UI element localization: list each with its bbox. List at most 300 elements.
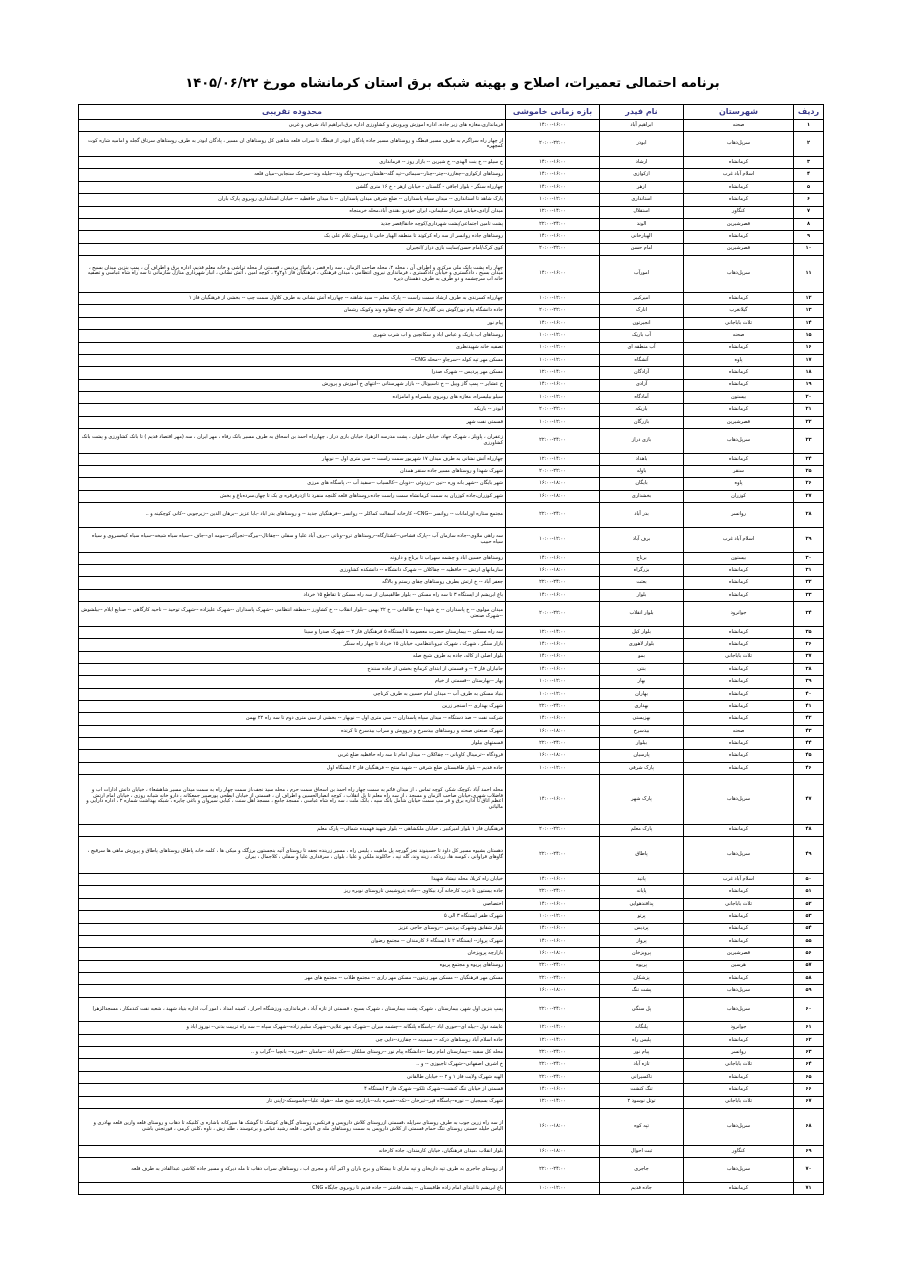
area-cell: سازمانهای ارتش -- حافظیه -- چقاکلان -- شهرک دانشگاه -- دانشکده کشاورزی	[79, 565, 506, 577]
area-cell: بلوار شقایق وشهرک پردیس --روستای حاجی عزیز	[79, 923, 506, 935]
area-cell: مسکن مهر فرهنگیان -- مسکن مهر زیتون-- مسکن مهر رازی -- مجتمع طلاب -- مجتمع های مهر	[79, 972, 506, 984]
city-cell: قصرشیرین	[684, 243, 794, 255]
time-cell: ۱۶:۰۰-۱۸:۰۰	[506, 565, 600, 577]
row-number: ۲۷	[794, 490, 824, 502]
table-header-row	[79, 105, 824, 120]
area-cell: بنیاد مسکن به طرف آب -- میدان امام حسین به طرف کرناچی	[79, 688, 506, 700]
area-cell: شرکت نفت -- صد دستگاه -- میدان سپاه پاسداران -- سی متری اول -- نوبهار -- بخشی از سی متری دوم تا سه راه ۲۲ بهمن	[79, 713, 506, 725]
time-cell: ۱۴:۰۰-۱۶:۰۰	[506, 552, 600, 564]
feeder-cell: ابوذر	[600, 132, 684, 157]
area-cell: محله کل سفید --بیمارستان امام رضا --دانشگاه پیام نور --روستای سلکان --حکیم اباد --مامنان --قیرزه-- بانچیا --گراب و ..	[79, 1047, 506, 1059]
feeder-cell: پرتو	[600, 911, 684, 923]
row-number: ۲۳	[794, 429, 824, 454]
row-number: ۵۹	[794, 985, 824, 997]
table-row	[79, 750, 824, 762]
row-number: ۶	[794, 194, 824, 206]
header-city: شهرستان	[684, 105, 794, 120]
feeder-cell: پشت تنگ	[600, 985, 684, 997]
row-number: ۶۳	[794, 1047, 824, 1059]
table-row	[79, 911, 824, 923]
table-row	[79, 762, 824, 774]
city-cell: قصرشیرین	[684, 218, 794, 230]
table-row	[79, 255, 824, 292]
area-cell: چهار راه پشت بانک ملی مرکزی و اطراف آن ، محله ۲، محله صاحب الزمان ، سه راه قصر ، پاساژ پردیس ، قسمتی از محله تراشی و خانه معلم قدیم، اداره برق و اطراف آن ، پمپ بنزین میدان بسیج ، میدان بسیج ، دادگستری و خیابان دادگستری ، فرمانداری نیروی انتظامی ، میدان فرهنگی ، فرهنگیان فاز ۱و۲و۳ ، کوچه امین ، آتش نشانی ، انبار شهرداری منازل سازمانی تا سه راه شاه عباسی و تصفیه خانه اب سرچشمه و دو طرف به طرف دهستان دیره	[79, 255, 506, 292]
time-cell: ۱۶:۰۰-۱۸:۰۰	[506, 948, 600, 960]
area-cell: فرمانداری،مغازه های زیر جاده، اداره اموزش وپرورش و کشاورزی اداره برق،ابراهیم اباد شرقی و غربی	[79, 120, 506, 132]
row-number: ۳۵	[794, 626, 824, 638]
table-row	[79, 120, 824, 132]
city-cell: کرمانشاه	[684, 1183, 794, 1195]
time-cell: ۱۴:۰۰-۱۶:۰۰	[506, 589, 600, 601]
city-cell: کرمانشاه	[684, 379, 794, 391]
table-row	[79, 738, 824, 750]
area-cell: روستاهای حسین اباد و چشمه سهراب تا برناج و دارونه	[79, 552, 506, 564]
city-cell: ثلاث باباجانی	[684, 317, 794, 329]
feeder-cell: تازه آباد	[600, 1059, 684, 1071]
table-row	[79, 416, 824, 428]
feeder-cell: الهیارخانی	[600, 231, 684, 243]
area-cell: بلوار اصلی از کاله، جاده به طرف شیخ صله	[79, 651, 506, 663]
row-number: ۱۱	[794, 255, 824, 292]
table-row	[79, 404, 824, 416]
table-row	[79, 132, 824, 157]
table-row	[79, 688, 824, 700]
area-cell: خیابان راه کربلا، محله نیشاد شهیدا	[79, 874, 506, 886]
time-cell: ۱۴:۰۰-۱۶:۰۰	[506, 255, 600, 292]
feeder-cell: پل سنگی	[600, 997, 684, 1022]
table-row	[79, 206, 824, 218]
time-cell: ۱۴:۰۰-۱۶:۰۰	[506, 1084, 600, 1096]
area-cell: بازار سنگر ، شهرک ، شهرک تیرو،انتظامی، خیابان ۱۵ خرداد تا چهار راه سنگر	[79, 639, 506, 651]
table-row	[79, 886, 824, 898]
area-cell: پارک شاهد تا استانداری -- میدان سپاه پاسداران -- ضلع شرقی میدان پاسداران -- تا میدان حافظیه -- خیابان استانداری روبروی پارک باران	[79, 194, 506, 206]
table-row	[79, 626, 824, 638]
table-row	[79, 700, 824, 712]
table-row	[79, 527, 824, 552]
city-cell: کرمانشاه	[684, 342, 794, 354]
time-cell: ۱۴:۰۰-۱۶:۰۰	[506, 157, 600, 169]
feeder-cell: بهاران	[600, 688, 684, 700]
table-row	[79, 565, 824, 577]
time-cell: ۱۴:۰۰-۱۶:۰۰	[506, 651, 600, 663]
feeder-cell: بزرگراه	[600, 565, 684, 577]
area-cell: شهرک بهداری -- اسنجر زرین	[79, 700, 506, 712]
area-cell: تصفیه خانه شهیدنظری	[79, 342, 506, 354]
city-cell: پاوه	[684, 354, 794, 366]
feeder-cell: باریکه	[600, 404, 684, 416]
city-cell: ثلاث باباجانی	[684, 651, 794, 663]
city-cell: کرمانشاه	[684, 750, 794, 762]
feeder-cell: انجیرتون	[600, 317, 684, 329]
time-cell: ۲۲:۰۰-۲۴:۰۰	[506, 738, 600, 750]
row-number: ۵۵	[794, 935, 824, 947]
table-row	[79, 330, 824, 342]
table-row	[79, 157, 824, 169]
time-cell: ۱۴:۰۰-۱۶:۰۰	[506, 775, 600, 824]
area-cell: سه راهی ملاوی--جاده سازمان آب --پارک فشاحی--کشتارگاه--روستاهای ترو--ونانی --برف آباد علیا و سفلی --چقاتال--بیرگه--تجرآکبر--مومه ای--جاف --سیاه سیاه شیخه--سیاه سیاه کیخسروی و سیاه سیاه حبیب	[79, 527, 506, 552]
area-cell: شهرک بسیجیان -- نوره--پاسگاه قپر--تیرخان --تکه--خسره بانه--بازارچه شیخ صله --هوله علیا--چاسوسکه-ژاپنی تار	[79, 1096, 506, 1108]
area-cell: روستاهای جاده روانسر از سه راه کرکوند تا منطقه الهیار خانی تا روستای غلام علی بک	[79, 231, 506, 243]
feeder-cell: ثبت احوال	[600, 1146, 684, 1158]
table-row	[79, 1096, 824, 1108]
city-cell: کرمانشاه	[684, 886, 794, 898]
feeder-cell: بیلوار	[600, 738, 684, 750]
city-cell: کرمانشاه	[684, 663, 794, 675]
time-cell: ۱۴:۰۰-۱۶:۰۰	[506, 317, 600, 329]
city-cell: کرمانشاه	[684, 404, 794, 416]
table-row	[79, 367, 824, 379]
city-cell: کرمانشاه	[684, 565, 794, 577]
header-row-number: ردیف	[794, 105, 824, 120]
feeder-cell: بهار	[600, 676, 684, 688]
feeder-cell: پایانه	[600, 886, 684, 898]
time-cell: ۱۴:۰۰-۱۶:۰۰	[506, 935, 600, 947]
table-row	[79, 1034, 824, 1046]
feeder-cell: بهداری	[600, 700, 684, 712]
area-cell: شهر بایگان --شهر بانه وره --نین --زردوئی --دوبان --کالسیاب --سفید آب --، پاسگاه های مرزی	[79, 478, 506, 490]
city-cell: اسلام آباد غرب	[684, 527, 794, 552]
time-cell: ۱۴:۰۰-۱۶:۰۰	[506, 379, 600, 391]
time-cell: ۲۰:۰۰-۲۲:۰۰	[506, 824, 600, 836]
feeder-cell: پزشکان	[600, 972, 684, 984]
row-number: ۸	[794, 218, 824, 230]
feeder-cell: پارسیان	[600, 750, 684, 762]
row-number: ۱۸	[794, 367, 824, 379]
feeder-cell: برناج	[600, 552, 684, 564]
feeder-cell: جاجری	[600, 1158, 684, 1183]
table-row	[79, 429, 824, 454]
area-cell: خ سیلو -- خ بنت الهدی-- خ شیرین -- بازار روز -- فرمانداری	[79, 157, 506, 169]
row-number: ۲	[794, 132, 824, 157]
city-cell: کرمانشاه	[684, 676, 794, 688]
time-cell: ۲۲:۰۰-۲۴:۰۰	[506, 836, 600, 873]
city-cell: جوانرود	[684, 602, 794, 627]
table-row	[79, 874, 824, 886]
area-cell: بلوار انقلاب ،میدان فرهنگیان، خیابان کارمندان، جاده کارخانه	[79, 1146, 506, 1158]
row-number: ۴	[794, 169, 824, 181]
table-row	[79, 960, 824, 972]
row-number: ۷۰	[794, 1158, 824, 1183]
row-number: ۶۵	[794, 1071, 824, 1083]
row-number: ۵۴	[794, 923, 824, 935]
row-number: ۵۱	[794, 886, 824, 898]
table-row	[79, 453, 824, 465]
area-cell: شهر کوزران،جاده کوزران به سمت کرمانشاه سمت راست جاده،روستاهای قلعه کلنچه منفرد تا اژدرقرقره ی بک تا چهار،سرده‌باغ و بخش	[79, 490, 506, 502]
table-row	[79, 836, 824, 873]
time-cell: ۲۲:۰۰-۲۴:۰۰	[506, 997, 600, 1022]
row-number: ۷	[794, 206, 824, 218]
header-feeder: نام فیدر	[600, 105, 684, 120]
row-number: ۳۶	[794, 639, 824, 651]
area-cell: بهار --بهارستان --قسمتی از خیام	[79, 676, 506, 688]
row-number: ۶۰	[794, 997, 824, 1022]
row-number: ۶۹	[794, 1146, 824, 1158]
row-number: ۱۵	[794, 330, 824, 342]
table-body	[79, 120, 824, 1195]
time-cell: ۲۲:۰۰-۲۴:۰۰	[506, 886, 600, 898]
area-cell: مسکن مهر تپه کوله --سرچاو --محله CNG--	[79, 354, 506, 366]
area-cell: جاده دانشگاه پیام نور/گوش بنی گلاره/ کار خانه کج چقلاوه وند وکوبک رشمان	[79, 305, 506, 317]
row-number: ۶۴	[794, 1059, 824, 1071]
city-cell: کرمانشاه	[684, 453, 794, 465]
feeder-cell: بلوار کیل	[600, 626, 684, 638]
row-number: ۴۴	[794, 738, 824, 750]
time-cell: ۱۴:۰۰-۱۶:۰۰	[506, 231, 600, 243]
time-cell: ۱۰:۰۰-۱۲:۰۰	[506, 416, 600, 428]
time-cell: ۱۰:۰۰-۱۲:۰۰	[506, 762, 600, 774]
row-number: ۲۶	[794, 478, 824, 490]
row-number: ۵۶	[794, 948, 824, 960]
table-row	[79, 972, 824, 984]
city-cell: گیلانغرب	[684, 305, 794, 317]
feeder-cell: پاطاق	[600, 836, 684, 873]
feeder-cell: امورآب	[600, 255, 684, 292]
city-cell: قصرشیرین	[684, 416, 794, 428]
table-row	[79, 775, 824, 824]
city-cell: سرپل‌ذهاب	[684, 1158, 794, 1183]
row-number: ۴۸	[794, 824, 824, 836]
feeder-cell: امیرکبیر	[600, 293, 684, 305]
area-cell: مسکن مهر پردیس -- شهرک صدرا	[79, 367, 506, 379]
city-cell: کرمانشاه	[684, 367, 794, 379]
time-cell: ۱۲:۰۰-۱۴:۰۰	[506, 206, 600, 218]
city-cell: سرپل‌ذهاب	[684, 997, 794, 1022]
city-cell: سنقر	[684, 466, 794, 478]
feeder-cell: برف آباد	[600, 527, 684, 552]
time-cell: ۱۰:۰۰-۱۲:۰۰	[506, 688, 600, 700]
feeder-cell: پدافندهوایی	[600, 898, 684, 910]
table-row	[79, 218, 824, 230]
row-number: ۶۶	[794, 1084, 824, 1096]
table-row	[79, 503, 824, 528]
area-cell: دهستان بشیوه مسیر کل داود تا حسینوند نجز گورچه پل ماهیت ، پلیس راه ، مسیر زرینده نجفه تا روستای آتیه بنجستون برزگک و میکی ها ، کلمه خانه پاطاق روستاهای پاطاق و پرورش ماهی ها سرقیچ ، گاوهای قراوانی ، کوسه ها، زردکه ، زینه وند، گله تپه ، حاکلوند ملکی و علیا ، بلوان ، سرقداری علیا و سفلی ، کلاجمال ، بیران	[79, 836, 506, 873]
time-cell: ۱۴:۰۰-۱۶:۰۰	[506, 120, 600, 132]
area-cell: فرودگاه --ترمینال کاویانی -- چقاکلان -- میدان امام تا سه راه حافظیه ضلع غربی	[79, 750, 506, 762]
area-cell: کوی کرک/امام حسن/سایت بازی دراز /انجیران	[79, 243, 506, 255]
table-row	[79, 379, 824, 391]
table-row	[79, 243, 824, 255]
time-cell: ۲۰:۰۰-۲۲:۰۰	[506, 243, 600, 255]
feeder-cell: بعثت	[600, 577, 684, 589]
row-number: ۶۱	[794, 1022, 824, 1034]
city-cell: روانسر	[684, 503, 794, 528]
area-cell: از سه راه زرین جوب به طرف روستای سراپله ،قسمتی ازروستای کلاش داروپس و فرتکس، روستای گل‌های کوشک تا گوشک ها سیرکانه باشاره ی کلنیکه تا دهاب و روستای قلعه وارین قلعه بهادری و الیاس حلیله حسنی روستای تنگ حمام قسمتی از کلاش داروپس به سمت روستاهای مله ی الیاس ، قلعه رشید عباس و برعوسند ، طله زش ، ناوه ،کلنی کرمی ، فورتجنی باشی	[79, 1108, 506, 1145]
time-cell: ۱۰:۰۰-۱۲:۰۰	[506, 354, 600, 366]
row-number: ۶۷	[794, 1096, 824, 1108]
row-number: ۲۵	[794, 466, 824, 478]
header-area: محدوده تقریبی	[79, 105, 506, 120]
table-row	[79, 1071, 824, 1083]
time-cell: ۲۲:۰۰-۲۴:۰۰	[506, 429, 600, 454]
area-cell: پشت تامین اجتماعی/پشت شهرداری/کوچه خانقا/قصر جدید	[79, 218, 506, 230]
feeder-cell: امام حسن	[600, 243, 684, 255]
time-cell: ۱۰:۰۰-۱۲:۰۰	[506, 330, 600, 342]
time-cell: ۱۶:۰۰-۱۸:۰۰	[506, 750, 600, 762]
feeder-cell: تاکسیرانی	[600, 1071, 684, 1083]
city-cell: جوانرود	[684, 1022, 794, 1034]
time-cell: ۲۲:۰۰-۲۴:۰۰	[506, 972, 600, 984]
row-number: ۷۱	[794, 1183, 824, 1195]
table-row	[79, 478, 824, 490]
feeder-cell: پلنگانه	[600, 1022, 684, 1034]
table-row	[79, 639, 824, 651]
time-cell: ۱۴:۰۰-۱۶:۰۰	[506, 713, 600, 725]
city-cell: سرپل‌ذهاب	[684, 985, 794, 997]
row-number: ۳۲	[794, 577, 824, 589]
feeder-cell: بلوار	[600, 589, 684, 601]
feeder-cell: تنگ کنشت	[600, 1084, 684, 1096]
city-cell: کرمانشاه	[684, 824, 794, 836]
row-number: ۳۸	[794, 663, 824, 675]
city-cell: کرمانشاه	[684, 738, 794, 750]
row-number: ۳۹	[794, 676, 824, 688]
row-number: ۲۱	[794, 404, 824, 416]
feeder-cell: انارک	[600, 305, 684, 317]
city-cell: کرمانشاه	[684, 923, 794, 935]
city-cell: بیستون	[684, 391, 794, 403]
feeder-cell: ارشاد	[600, 157, 684, 169]
feeder-cell: بخشداری	[600, 490, 684, 502]
row-number: ۵۰	[794, 874, 824, 886]
feeder-cell: بیدسرخ	[600, 725, 684, 737]
city-cell: اسلام آباد غرب	[684, 874, 794, 886]
city-cell: صحنه	[684, 725, 794, 737]
row-number: ۳۰	[794, 552, 824, 564]
feeder-cell: آب باریک	[600, 330, 684, 342]
time-cell: ۲۰:۰۰-۲۲:۰۰	[506, 466, 600, 478]
row-number: ۴۲	[794, 713, 824, 725]
city-cell: بیستون	[684, 552, 794, 564]
table-row	[79, 490, 824, 502]
city-cell: اسلام آباد غرب	[684, 169, 794, 181]
feeder-cell: بلوار انقلاب	[600, 602, 684, 627]
city-cell: کرمانشاه	[684, 231, 794, 243]
city-cell: سرپل‌ذهاب	[684, 775, 794, 824]
time-cell: ۲۲:۰۰-۲۴:۰۰	[506, 503, 600, 528]
city-cell: کرمانشاه	[684, 639, 794, 651]
area-cell: جعفر آباد -- خ ارتش بطرف روستاهای چقای رستم و بالاگه	[79, 577, 506, 589]
row-number: ۵۸	[794, 972, 824, 984]
feeder-cell: بمو	[600, 651, 684, 663]
area-cell: شهرک پرواز-- ایستگاه ۲ تا ایستگاه ۶ کارمندان -- مجتمع رضوان	[79, 935, 506, 947]
city-cell: کرمانشاه	[684, 157, 794, 169]
feeder-cell: ازهر	[600, 181, 684, 193]
area-cell	[79, 985, 506, 997]
area-cell: شهرک صنعتی صحنه و روستاهای بیدسرخ و دروویش و سراب بیدسرخ تا کرنده	[79, 725, 506, 737]
area-cell: شهرک ظفر ایستگاه ۳ الی ۵	[79, 911, 506, 923]
table-row	[79, 1022, 824, 1034]
row-number: ۳۷	[794, 651, 824, 663]
feeder-cell: الوند	[600, 218, 684, 230]
time-cell: ۱۶:۰۰-۱۸:۰۰	[506, 478, 600, 490]
table-row	[79, 651, 824, 663]
feeder-cell: آتشگاه	[600, 354, 684, 366]
time-cell: ۱۴:۰۰-۱۶:۰۰	[506, 639, 600, 651]
area-cell: روستاهای پریوه و مجتمع پریوه	[79, 960, 506, 972]
city-cell: کرمانشاه	[684, 1084, 794, 1096]
city-cell: کرمانشاه	[684, 762, 794, 774]
city-cell: کرمانشاه	[684, 688, 794, 700]
row-number: ۴۶	[794, 762, 824, 774]
row-number: ۳۴	[794, 602, 824, 627]
city-cell: روانسر	[684, 1047, 794, 1059]
feeder-cell: پریوه	[600, 960, 684, 972]
area-cell: باغ ابریشم تا ابتدای امام زاده طاقبستان -- پشت فاشتر -- جاده قدیم تا روبروی جایگاه CNG	[79, 1183, 506, 1195]
time-cell: ۱۴:۰۰-۱۶:۰۰	[506, 874, 600, 886]
area-cell: باغ ابریشم از ایستگاه ۳ تا سه راه مسکن -- بلوار طالقیمیان از سه راه مسکن تا تقاطع ۱۵ خرداد	[79, 589, 506, 601]
time-cell: ۱۰:۰۰-۱۲:۰۰	[506, 527, 600, 552]
city-cell: سرپل‌ذهاب	[684, 255, 794, 292]
area-cell: چهارراه کسرندی به طرف ارشاد سمت راست -- پارک معلم -- سید شاهنه -- چهارراه آتش نشانی به طرف کلاول سمت چپ -- بخشی از فرهنگیان فاز ۱	[79, 293, 506, 305]
table-row	[79, 293, 824, 305]
feeder-cell: باوله	[600, 466, 684, 478]
feeder-cell: آب منطقه ای	[600, 342, 684, 354]
feeder-cell: باهداد	[600, 453, 684, 465]
row-number: ۴۰	[794, 688, 824, 700]
time-cell: ۱۲:۰۰-۱۴:۰۰	[506, 367, 600, 379]
city-cell: کوزران	[684, 490, 794, 502]
row-number: ۲۰	[794, 391, 824, 403]
feeder-cell: پاتید	[600, 874, 684, 886]
row-number: ۴۷	[794, 775, 824, 824]
time-cell: ۱۰:۰۰-۱۲:۰۰	[506, 911, 600, 923]
feeder-cell: استقلال	[600, 206, 684, 218]
row-number: ۳۱	[794, 565, 824, 577]
area-cell: مجتمع ستاره اورامانات -- روانسر --CNG-- کارخانه آسفالت کماکلر -- روانسر --فرهنگیان جدید -- و روستاهای بدر اباد -بابا عزیز --برهان الدین --زیرجوبی --کانی کوچکینه و ..	[79, 503, 506, 528]
outage-schedule-table	[78, 104, 824, 1195]
time-cell: ۱۶:۰۰-۱۸:۰۰	[506, 1108, 600, 1145]
feeder-cell: بازی دراز	[600, 429, 684, 454]
area-cell: جاده اسلام آباد روستاهای درکه -- سیمینه -- چقازرد--دایی چی	[79, 1034, 506, 1046]
area-cell: شهرک شهدا و روستاهای مسیر جاده سنقر همدان	[79, 466, 506, 478]
table-row	[79, 589, 824, 601]
row-number: ۲۸	[794, 503, 824, 528]
row-number: ۱۰	[794, 243, 824, 255]
table-row	[79, 1183, 824, 1195]
time-cell: ۲۰:۰۰-۲۲:۰۰	[506, 404, 600, 416]
table-row	[79, 985, 824, 997]
feeder-cell: ازکوازی	[600, 169, 684, 181]
area-cell: سه راه مسکن -- بیمارستان حضرت معصومه تا ایستگاه ۵ فرهنگیان فاز ۲ -- شهرک صدرا و سینا	[79, 626, 506, 638]
time-cell: ۱۴:۰۰-۱۶:۰۰	[506, 169, 600, 181]
time-cell: ۱۴:۰۰-۱۶:۰۰	[506, 923, 600, 935]
table-row	[79, 1108, 824, 1145]
area-cell: جاده بیستون تا درب کارخانه آرد بیکاوی --جاده پتروشیمی تاروستای نوبره ریز	[79, 886, 506, 898]
row-number: ۳	[794, 157, 824, 169]
table-row	[79, 602, 824, 627]
city-cell: سرپل‌ذهاب	[684, 1108, 794, 1145]
city-cell: سرپل‌ذهاب	[684, 132, 794, 157]
city-cell: کرمانشاه	[684, 700, 794, 712]
city-cell: ثلاث باباجانی	[684, 1059, 794, 1071]
city-cell: کرمانشاه	[684, 626, 794, 638]
feeder-cell: بنتی	[600, 663, 684, 675]
table-row	[79, 342, 824, 354]
time-cell: ۱۲:۰۰-۱۴:۰۰	[506, 626, 600, 638]
area-cell: اختصاصی	[79, 898, 506, 910]
table-row	[79, 935, 824, 947]
time-cell: ۲۲:۰۰-۲۴:۰۰	[506, 1047, 600, 1059]
area-cell: سیلو بیلیسراه، مغازه های روبروی بیلسراه و امامزاده	[79, 391, 506, 403]
city-cell: هرسین	[684, 960, 794, 972]
area-cell: زعفران ، پاویلز ، شهرک جهاد، خیابان حلوان ، پشت مدرسه الزهرا، خیابان بازی دراز ، چهارراه احمد بن اسحاق به طرف مسیر بانک رفاه ، مهر ایران ، سه (مهر اقتصاد قدیم ) تا بانک کشاورزی و پشت بانک کشاورزی	[79, 429, 506, 454]
time-cell: ۱۶:۰۰-۱۸:۰۰	[506, 1146, 600, 1158]
city-cell: کرمانشاه	[684, 911, 794, 923]
table-row	[79, 181, 824, 193]
table-row	[79, 1059, 824, 1071]
city-cell: کرمانشاه	[684, 1071, 794, 1083]
time-cell: ۱۰:۰۰-۱۲:۰۰	[506, 676, 600, 688]
